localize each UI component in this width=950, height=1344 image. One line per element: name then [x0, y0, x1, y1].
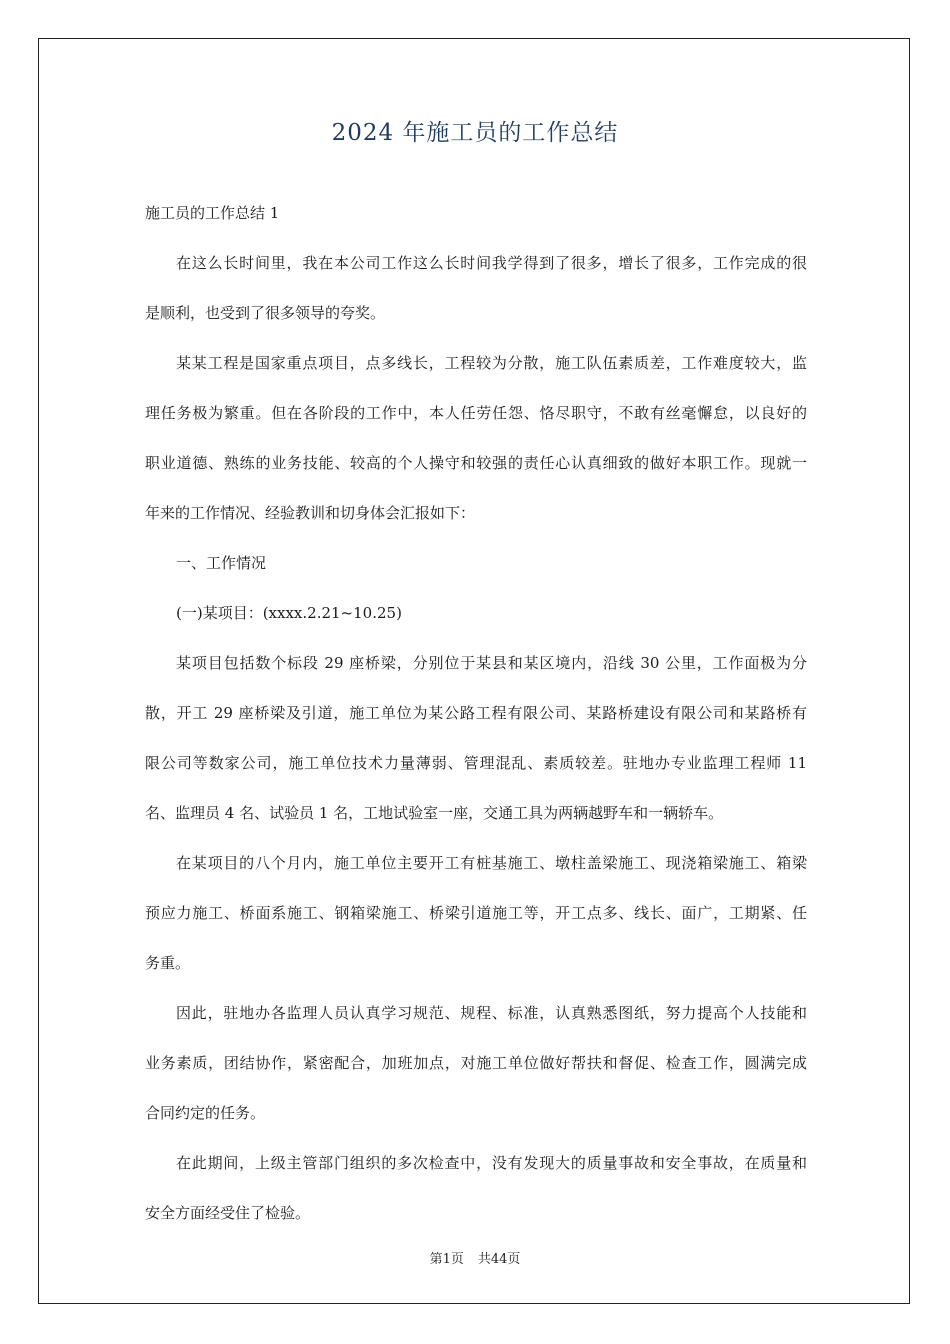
text-line: 职业道德、熟练的业务技能、较高的个人操守和较强的责任心认真细致的做好本职工作。现就一 — [145, 454, 807, 472]
text-line: 预应力施工、桥面系施工、钢箱梁施工、桥梁引道施工等，开工点多、线长、面广，工期紧、任 — [145, 904, 807, 922]
text-line: 安全方面经受住了检验。 — [145, 1204, 311, 1222]
text-line: 因此，驻地办各监理人员认真学习规范、规程、标准，认真熟悉图纸，努力提高个人技能和 — [176, 1004, 807, 1022]
text-line: 名、监理员 4 名、试验员 1 名，工地试验室一座，交通工具为两辆越野车和一辆轿车。 — [145, 804, 724, 822]
document-title: 2024 年施工员的工作总结 — [331, 120, 619, 146]
text-line: 是顺利，也受到了很多领导的夸奖。 — [145, 304, 386, 322]
text-line: 在这么长时间里，我在本公司工作这么长时间我学得到了很多，增长了很多，工作完成的很 — [176, 254, 807, 272]
text-line: (一)某项目：(xxxx.2.21~10.25) — [176, 604, 402, 622]
text-line: 一、工作情况 — [176, 554, 267, 572]
page-number: 第1页 — [429, 1252, 464, 1267]
document-body — [145, 188, 807, 1238]
text-line: 年来的工作情况、经验教训和切身体会汇报如下： — [145, 504, 476, 522]
text-line: 限公司等数家公司，施工单位技术力量薄弱、管理混乱、素质较差。驻地办专业监理工程师 11 — [145, 754, 807, 772]
text-line: 合同约定的任务。 — [145, 1104, 266, 1122]
text-line: 在此期间，上级主管部门组织的多次检查中，没有发现大的质量事故和安全事故，在质量和 — [176, 1154, 807, 1172]
text-line: 在某项目的八个月内，施工单位主要开工有桩基施工、墩柱盖梁施工、现浇箱梁施工、箱梁 — [176, 854, 807, 872]
text-line: 理任务极为繁重。但在各阶段的工作中，本人任劳任怨、恪尽职守，不敢有丝毫懈怠，以良好的 — [145, 404, 807, 422]
text-line: 某某工程是国家重点项目，点多线长，工程较为分散，施工队伍素质差，工作难度较大，监 — [176, 354, 807, 372]
text-line: 业务素质，团结协作，紧密配合，加班加点，对施工单位做好帮扶和督促、检查工作，圆满完成 — [145, 1054, 807, 1072]
text-line: 施工员的工作总结 1 — [145, 204, 280, 222]
page-footer — [0, 1248, 950, 1267]
page-total: 共44页 — [477, 1252, 521, 1267]
text-line: 某项目包括数个标段 29 座桥梁，分别位于某县和某区境内，沿线 30 公里，工作面极为分 — [176, 654, 807, 672]
text-line: 散，开工 29 座桥梁及引道，施工单位为某公路工程有限公司、某路桥建设有限公司和某路桥有 — [145, 704, 807, 722]
text-line: 务重。 — [145, 954, 191, 972]
